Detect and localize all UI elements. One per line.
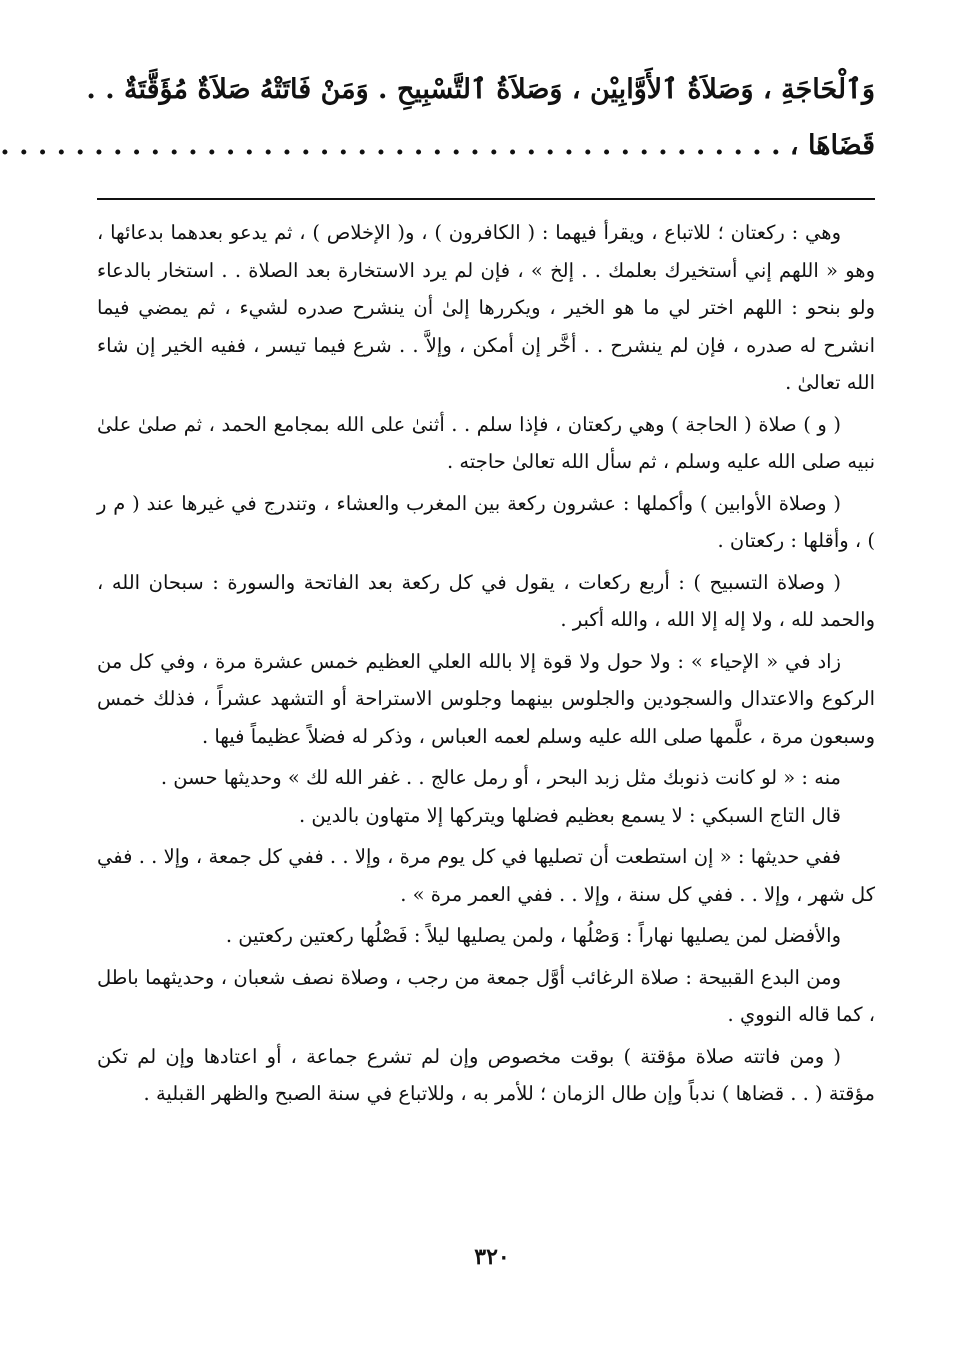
commentary-paragraph-frequency: ففي حديثها : « إن استطعت أن تصليها في كل يوم مرة ، وإلا . . ففي كل جمعة ، وإلا . . ففي كل شهر ، وإلا . . ففي كل سنة ، وإلا . . ففي العمر مرة » . [97,845,875,906]
commentary-paragraph-subki: قال التاج السبكي : لا يسمع بعظيم فضلها ويتركها إلا متهاون بالدين . [299,803,841,827]
commentary-paragraph-afdal: والأفضل لمن يصليها نهاراً : وَصْلُها ، ولمن يصليها ليلاً : فَصْلُها ركعتين ركعتين . [225,924,841,947]
footnote-divider [97,198,875,200]
commentary-paragraph-istikhara: وهي : ركعتان ؛ للاتباع ، ويقرأ فيهما : ( الكافرون ) ، و( الإخلاص ) ، ثم يدعو بعدهما بدعائها ، وهو « اللهم إني أستخيرك بعلمك . . إلخ » ، فإن لم يرد الاستخارة بعد الصلاة . . استخار بالدعاء ولو بنحو : اللهم اختر لي ما هو الخير ، ويكررها إلىٰ أن ينشرح صدره لشيء ، ثم يمضي فيما انشرح له صدره ، فإن لم ينشرح . . أخَّر إن أمكن ، وإلاَّ . . شرع فيما تيسر ، ففيه الخير إن شاء الله تعالىٰ . [97,221,875,394]
commentary-paragraph-ihya: زاد في « الإحياء » : ولا حول ولا قوة إلا بالله العلي العظيم خمس عشرة مرة ، وفي كل من الركوع والاعتدال والسجودين والجلوس بينهما وجلوس الاستراحة أو التشهد عشراً ، فذلك خمس وسبعون مرة ، علَّمها صلى الله عليه وسلم لعمه العباس ، وذكر له فضلاً عظيماً فيها . [97,649,875,748]
commentary-paragraph-hadith: منه : « لو كانت ذنوبك مثل زبد البحر ، أو رمل عالج . . غفر الله لك » وحديثها حسن . [160,766,841,789]
commentary-paragraph-awwabin: ( وصلاة الأوابين ) وأكملها : عشرون ركعة بين المغرب والعشاء ، وتندرج في غيرها عند ( م ر ) ، وأقلها : ركعتان . [97,491,875,552]
commentary-paragraph-tasbih: ( وصلاة التسبيح ) : أربع ركعات ، يقول في كل ركعة بعد الفاتحة والسورة : سبحان الله ، والحمد لله ، ولا إله إلا الله ، والله أكبر . [97,570,875,631]
commentary-paragraph-bida: ومن البدع القبيحة : صلاة الرغائب أوَّل جمعة من رجب ، وصلاة نصف شعبان ، وحديثهما باطل ، كما قاله النووي . [97,965,875,1026]
main-text-line-2: قَضَاهَا ، . . . . . . . . . . . . . . . . . . . . . . . . . . . . . . . . . . . . . . . . . . [0,130,875,161]
main-text [0,62,875,174]
commentary-paragraph-hajah: ( و ) صلاة ( الحاجة ) وهي ركعتان ، فإذا سلم . . أثنىٰ على الله بمجامع الحمد ، ثم صلىٰ علىٰ نبيه صلى الله عليه وسلم ، ثم سأل الله تعالىٰ حاجته . [97,412,875,473]
main-text-line-1: وَٱلْحَاجَةِ ، وَصَلاَةُ ٱلأَوَّابِيْن ، وَصَلاَةُ ٱلتَّسْبِيحِ . وَمَنْ فَاتَتْهُ صَلاَةٌ مُؤَقَّتَةٌ . . [86,74,875,105]
page-number: ٣٢٠ [474,1244,510,1270]
commentary-paragraph-qada: ( ومن فاتته صلاة مؤقتة ) بوقت مخصوص وإن لم تشرع جماعة ، أو اعتادها وإن لم تكن مؤقتة ( . . قضاها ) ندباً وإن طال الزمان ؛ للأمر به ، وللاتباع في سنة الصبح والظهر القبلية . [97,1044,875,1105]
commentary [97,214,875,1113]
